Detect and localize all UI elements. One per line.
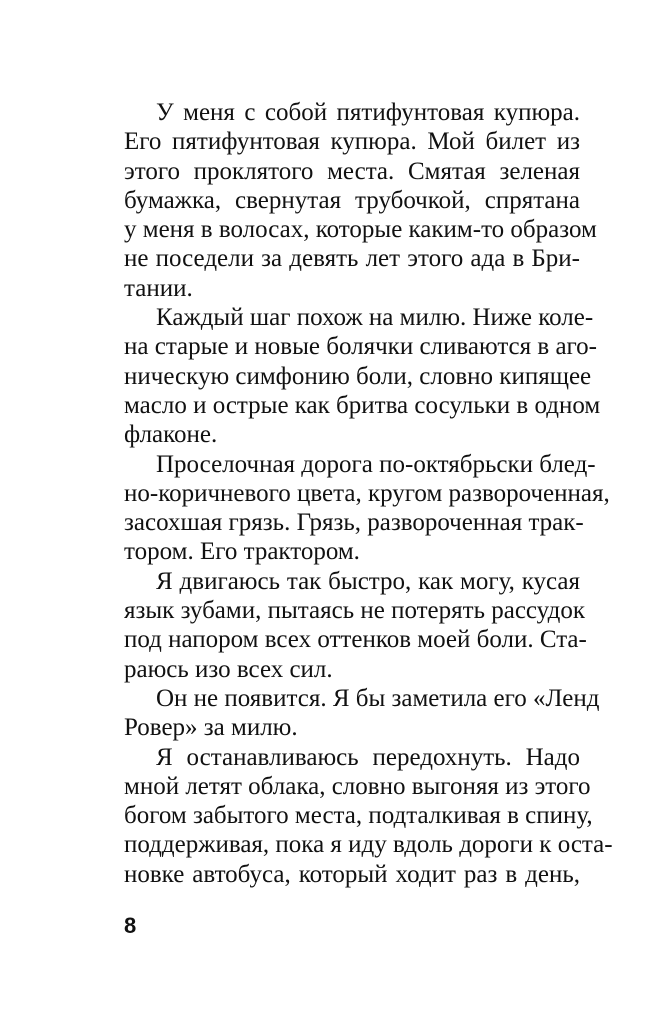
paragraph-first-line: У меня с собой пятифунтовая купюра. xyxy=(156,99,580,126)
text-line: ническую симфонию боли, словно кипящее xyxy=(124,362,592,390)
text-line: засохшая грязь. Грязь, развороченная трак- xyxy=(124,509,584,537)
paragraph-first-line: Он не появится. Я бы заметила его «Ленд xyxy=(156,684,600,712)
text-line: бумажка, свернутая трубочкой, спрятана xyxy=(124,186,580,214)
paragraph-first-line: Я двигаюсь так быстро, как могу, кусая xyxy=(156,567,580,595)
paragraph-first-line: Проселочная дорога по-октябрьски блед- xyxy=(156,450,596,478)
paragraph-first-line: Я останавливаюсь передохнуть. Надо xyxy=(156,743,580,771)
text-line: мной летят облака, словно выгоняя из этого xyxy=(124,772,591,800)
page-number: 8 xyxy=(124,913,137,938)
text-line: новке автобуса, который ходит раз в день, xyxy=(124,860,580,888)
text-line: раюсь изо всех сил. xyxy=(124,655,333,683)
text-line: Его пятифунтовая купюра. Мой билет из xyxy=(124,128,580,156)
text-line: флаконе. xyxy=(124,421,218,449)
text-line: Ровер» за милю. xyxy=(124,714,298,742)
text-line: поддерживая, пока я иду вдоль дороги к оста- xyxy=(124,831,613,859)
text-line: на старые и новые болячки сливаются в аго- xyxy=(124,333,598,361)
text-line: язык зубами, пытаясь не потерять рассудок xyxy=(124,597,585,625)
text-line: не поседели за девять лет этого ада в Бри- xyxy=(124,245,580,273)
text-line: этого проклятого места. Смятая зеленая xyxy=(124,157,580,185)
text-line: под напором всех оттенков моей боли. Ста- xyxy=(124,626,587,654)
text-line: масло и острые как бритва сосульки в одном xyxy=(124,391,601,419)
text-line: но-коричневого цвета, кругом развороченная, xyxy=(124,479,610,507)
text-line: тании. xyxy=(124,274,193,302)
paragraph-first-line: Каждый шаг похож на милю. Ниже коле- xyxy=(156,304,594,332)
body-text xyxy=(124,98,613,889)
text-line: у меня в волосах, которые каким-то образом xyxy=(124,216,597,244)
text-line: тором. Его трактором. xyxy=(124,538,360,566)
text-line: богом забытого места, подталкивая в спину, xyxy=(124,802,593,830)
